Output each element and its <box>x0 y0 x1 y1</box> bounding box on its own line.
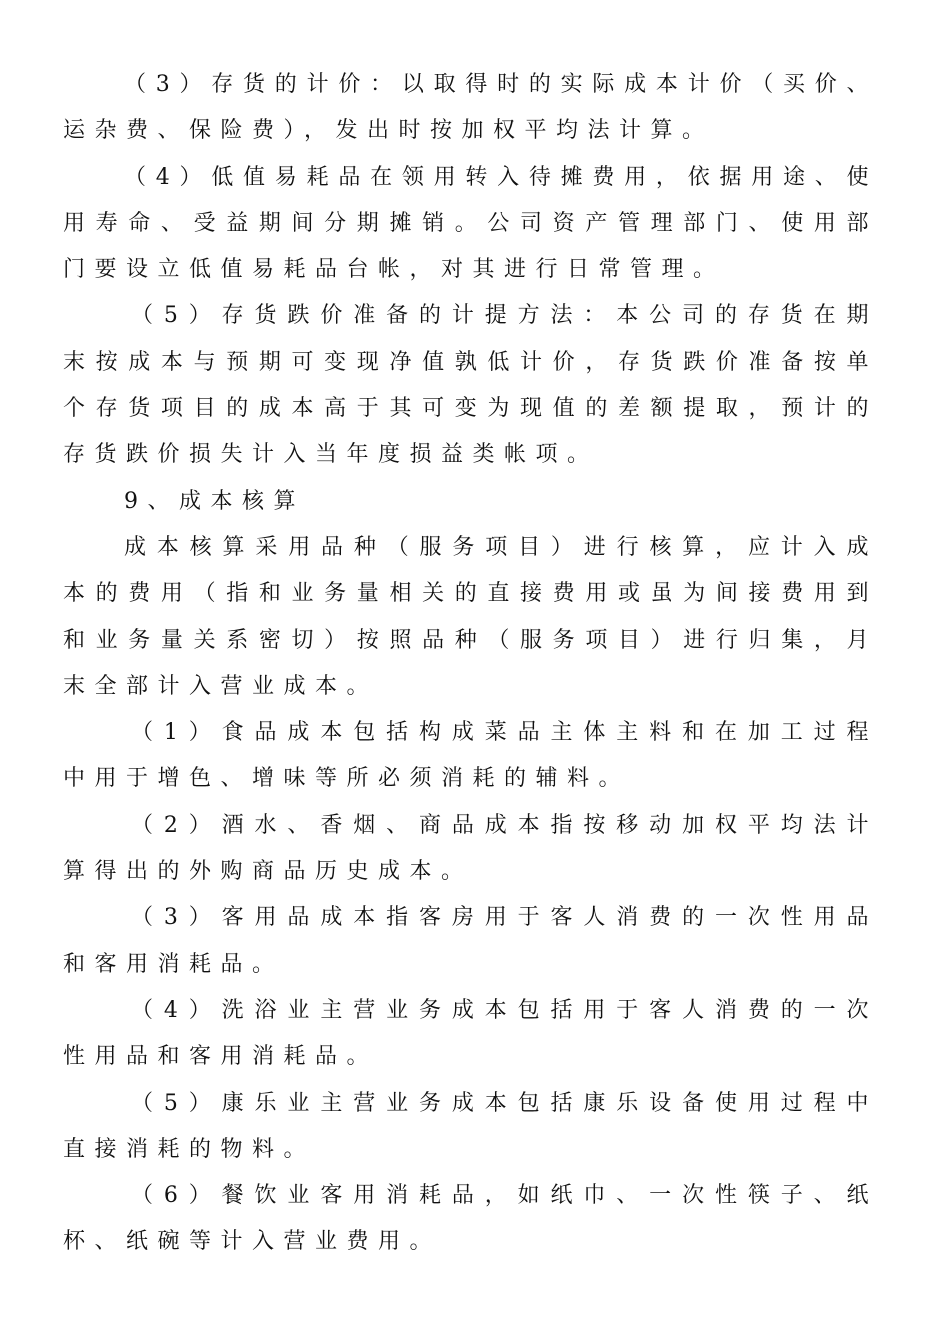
paragraph-catering-consumables: （6）餐饮业客用消耗品，如纸巾、一次性筷子、纸杯、纸碗等计入营业费用。 <box>63 1183 878 1255</box>
paragraph-inventory-valuation: （3）存货的计价：以取得时的实际成本计价（买价、运杂费、保险费），发出时按加权平均法计算。 <box>63 72 878 144</box>
paragraph-food-cost: （1）食品成本包括构成菜品主体主料和在加工过程中用于增色、增味等所必须消耗的辅料。 <box>63 720 878 792</box>
document-body <box>63 62 878 1266</box>
paragraph-recreation-cost: （5）康乐业主营业务成本包括康乐设备使用过程中直接消耗的物料。 <box>63 1090 878 1162</box>
paragraph-bathing-cost: （4）洗浴业主营业务成本包括用于客人消费的一次性用品和客用消耗品。 <box>63 997 878 1070</box>
paragraph-inventory-impairment: （5）存货跌价准备的计提方法：本公司的存货在期末按成本与预期可变现净值孰低计价，存货跌价准备按单个存货项目的成本高于其可变为现值的差额提取，预计的存货跌价损失计入当年度损益类帐项。 <box>63 303 878 468</box>
paragraph-beverage-tobacco-cost: （2）酒水、香烟、商品成本指按移动加权平均法计算得出的外购商品历史成本。 <box>63 812 878 885</box>
paragraph-low-value-consumables: （4）低值易耗品在领用转入待摊费用，依据用途、使用寿命、受益期间分期摊销。公司资产管理部门、使用部门要设立低值易耗品台帐，对其进行日常管理。 <box>63 164 878 283</box>
paragraph-cost-accounting-method: 成本核算采用品种（服务项目）进行核算，应计入成本的费用（指和业务量相关的直接费用或虽为间接费用到和业务量关系密切）按照品种（服务项目）进行归集，月末全部计入营业成本。 <box>63 534 878 699</box>
paragraph-guest-supplies-cost: （3）客用品成本指客房用于客人消费的一次性用品和客用消耗品。 <box>63 905 878 977</box>
section-heading-cost-accounting: 9、成本核算 <box>124 488 305 514</box>
